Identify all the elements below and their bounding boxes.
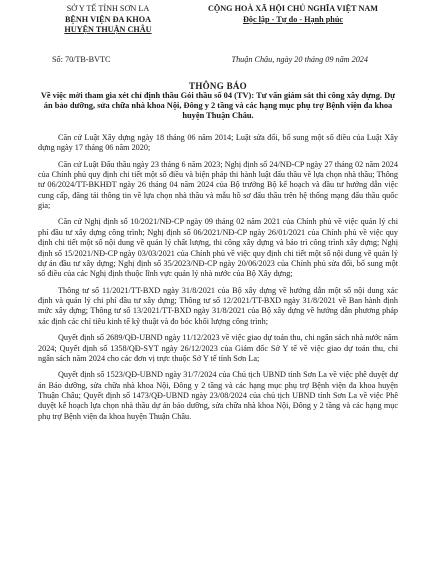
paragraph: Quyết định số 2689/QĐ-UBND ngày 11/12/2023 về việc giao dự toán thu, chi ngân sách nhà nước năm 2024; Quyết định số 1358/QĐ-SYT ngày 26/12/2023 của Giám đốc Sở Y tế về việc giao dự toán thu, chi ngân sách năm 2024 cho các đơn vị trực thuộc Sở Y tế tỉnh Sơn La; <box>38 333 398 363</box>
country-name: CỘNG HOÀ XÃ HỘI CHỦ NGHĨA VIỆT NAM <box>207 4 379 13</box>
document-subject: Về việc mời tham gia xét chỉ định thầu Gói thầu số 04 (TV): Tư vấn giám sát thi công xây dựng. Dự án bảo dưỡng, sửa chữa nhà khoa Nội, Đông y 2 tầng và các hạng mục phụ trợ Bệnh viện đa khoa huyện Thuận Châu. <box>40 91 396 120</box>
paragraph: Thông tư số 11/2021/TT-BXD ngày 31/8/2021 của Bộ xây dựng về hướng dẫn một số nội dung xác định và quản lý chi phí đầu tư xây dựng; Thông tư số 12/2021/TT-BXD ngày 31/8/2021 về Ban hành định mức xây dựng; Thông tư số 13/2021/TT-BXD ngày 31/8/2021 của Bộ xây dựng về hướng dẫn phương pháp xác định các chỉ tiêu kinh tế kỹ thuật và đo bóc khối lượng công trình; <box>38 285 398 326</box>
document-title: THÔNG BÁO <box>189 81 247 91</box>
issuer-district: HUYỆN THUẬN CHÂU <box>64 25 152 34</box>
issuer-hospital: BỆNH VIỆN ĐA KHOA <box>64 14 152 24</box>
paragraph: Căn cứ Luật Đấu thầu ngày 23 tháng 6 năm 2023; Nghị định số 24/NĐ-CP ngày 27 tháng 02 năm 2024 của Chính phủ quy định chi tiết một số điều và biện pháp thi hành luật đấu thầu về lựa chọn nhà thầu; Thông tư 06/2024/TT-BKHĐT ngày 26 tháng 04 năm 2024 của Bộ trưởng Bộ kế hoạch và đầu tư hướng dẫn việc cung cấp, đăng tải thông tin về lựa chọn nhà thầu và mẫu hồ sơ đấu thầu trên hệ thống mạng đấu thầu quốc gia; <box>38 159 398 211</box>
issuer-department: SỞ Y TẾ TỈNH SƠN LA <box>66 4 150 13</box>
paragraph: Căn cứ Nghị định số 10/2021/NĐ-CP ngày 09 tháng 02 năm 2021 của Chính phủ về việc quản lý chi phí đầu tư xây dựng công trình; Nghị định số 06/2021/NĐ-CP ngày 26/01/2021 của Chính phủ về việc quy định chi tiết một số nội dung về quản lý chất lượng, thi công xây dựng và bảo trì công trình xây dựng; Nghị định số 15/2021/NĐ-CP ngày 03/03/2021 của Chính phủ về việc quy định chi tiết một số nội dung về quản lý dự án đầu tư xây dựng; Nghị định số 35/2023/NĐ-CP ngày 20/06/2023 của Chính phủ sửa đổi, bổ sung một số điều của các Nghị định thuộc lĩnh vực quản lý nhà nước của Bộ Xây dựng; <box>38 217 398 279</box>
title-block <box>38 81 398 121</box>
national-motto-block <box>188 4 398 36</box>
document-date: Thuận Châu, ngày 20 tháng 09 năm 2024 <box>231 55 368 64</box>
document-body <box>38 133 398 428</box>
issuer-block <box>38 4 178 36</box>
document-number: Số: 70/TB-BVTC <box>52 55 111 64</box>
document-header <box>38 0 398 36</box>
paragraph: Căn cứ Luật Xây dựng ngày 18 tháng 06 năm 2014; Luật sửa đổi, bổ sung một số điều của Luật Xây dựng ngày 17 tháng 06 năm 2020; <box>38 133 398 153</box>
motto: Độc lập - Tự do - Hạnh phúc <box>242 14 344 24</box>
paragraph: Quyết định số 1523/QĐ-UBND ngày 31/7/2024 của Chủ tịch UBND tỉnh Sơn La về việc phê duyệt dự án Bảo dưỡng, sửa chữa nhà khoa Nội, Đông y 2 tầng và các hạng mục phụ trợ Bệnh viện đa khoa huyện Thuận Châu; Quyết định số 1473/QĐ-UBND ngày 23/08/2024 của chủ tịch UBND tỉnh Sơn La về việc Phê duyệt kế hoạch lựa chọn nhà thầu dự án bảo dưỡng, sửa chữa nhà khoa Nội, Đông y 2 tầng và các hạng mục phụ trợ Bệnh viện đa khoa huyện Thuận Châu. <box>38 370 398 421</box>
